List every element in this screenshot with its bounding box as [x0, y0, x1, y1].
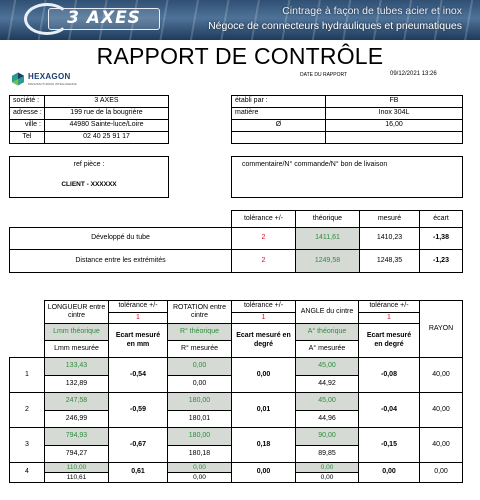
detail-rot-theo: 180,00	[167, 392, 232, 411]
detail-header-tol-value: 1	[231, 312, 296, 324]
comment-box	[231, 156, 463, 198]
detail-rot-theo: 0,00	[167, 357, 232, 376]
detail-angle-theo: 0,00	[295, 462, 359, 473]
detail-header-angle-meas: A° mesurée	[295, 340, 359, 358]
summary-header: théorique	[295, 210, 360, 228]
company-logo	[24, 3, 162, 35]
detail-angle-dev: 0,00	[358, 462, 420, 483]
info-value: 3 AXES	[44, 95, 169, 108]
summary-row-label: Développé du tube	[9, 227, 232, 250]
summary-measured: 1248,35	[359, 249, 420, 273]
detail-length-theo: 110,00	[44, 462, 109, 473]
detail-header-angle: ANGLE du cintre	[295, 300, 359, 324]
info-label: matière	[231, 107, 326, 120]
detail-header-tol-value: 1	[358, 312, 420, 324]
detail-row-number: 3	[9, 427, 45, 463]
hexagon-tagline: MANUFACTURING INTELLIGENCE	[28, 82, 77, 86]
banner-tagline-2: Négoce de connecteurs hydrauliques et pneumatiques	[208, 20, 462, 32]
logo-text: 3 AXES	[48, 8, 160, 30]
detail-length-dev: 0,61	[108, 462, 168, 483]
detail-header-angle-theo: A° théorique	[295, 323, 359, 341]
detail-rot-meas: 0,00	[167, 472, 232, 483]
detail-header-rot-meas: R° mesurée	[167, 340, 232, 358]
detail-header-rotation: ROTATION entre cintre	[167, 300, 232, 324]
detail-header-tol: tolérance +/-	[358, 300, 420, 313]
detail-radius: 40,00	[419, 357, 463, 393]
summary-theoretical: 1411,61	[295, 227, 360, 250]
detail-length-theo: 247,58	[44, 392, 109, 411]
detail-header-length-meas: Lmm mesurée	[44, 340, 109, 358]
detail-header-rot-theo: R° théorique	[167, 323, 232, 341]
detail-angle-meas: 44,92	[295, 375, 359, 393]
detail-length-meas: 110,61	[44, 472, 109, 483]
detail-angle-meas: 0,00	[295, 472, 359, 483]
detail-angle-theo: 45,00	[295, 392, 359, 411]
summary-row-label: Distance entre les extrémités	[9, 249, 232, 273]
detail-header-tol: tolérance +/-	[231, 300, 296, 313]
detail-header-ecart-mm: Ecart mesuré en mm	[108, 323, 168, 358]
summary-deviation: -1,38	[419, 227, 463, 250]
info-label: adresse :	[9, 107, 45, 120]
detail-angle-theo: 45,00	[295, 357, 359, 376]
info-value: 16,00	[325, 119, 463, 132]
info-label: société :	[9, 95, 45, 108]
detail-rot-theo: 180,00	[167, 427, 232, 446]
detail-row-number: 1	[9, 357, 45, 393]
detail-length-theo: 133,43	[44, 357, 109, 376]
comment-label: commentaire/N° commande/N° bon de livaison	[242, 161, 388, 168]
detail-rot-dev: 0,01	[231, 392, 296, 428]
detail-rot-theo: 0,00	[167, 462, 232, 473]
detail-angle-dev: -0,08	[358, 357, 420, 393]
summary-header-empty	[9, 210, 232, 228]
hexagon-icon	[11, 72, 25, 86]
detail-header-tol-value: 1	[108, 312, 168, 324]
detail-angle-dev: -0,15	[358, 427, 420, 463]
hexagon-logo	[11, 71, 91, 89]
banner-tagline-1: Cintrage à façon de tubes acier et inox	[282, 5, 462, 17]
detail-radius: 40,00	[419, 427, 463, 463]
detail-rot-dev: 0,18	[231, 427, 296, 463]
detail-angle-theo: 90,00	[295, 427, 359, 446]
detail-length-dev: -0,67	[108, 427, 168, 463]
report-date-value: 09/12/2021 13:26	[390, 71, 437, 77]
detail-length-dev: -0,54	[108, 357, 168, 393]
detail-radius: 0,00	[419, 462, 463, 483]
ref-piece-value: CLIENT - XXXXXX	[61, 181, 117, 188]
info-value: 199 rue de la bougrière	[44, 107, 169, 120]
page-title: RAPPORT DE CONTRÔLE	[96, 43, 384, 69]
summary-header: mesuré	[359, 210, 420, 228]
summary-measured: 1410,23	[359, 227, 420, 250]
detail-header-tol: tolérance +/-	[108, 300, 168, 313]
detail-length-theo: 794,93	[44, 427, 109, 446]
ref-piece-label: ref pièce :	[73, 161, 105, 168]
detail-length-meas: 246,99	[44, 410, 109, 428]
detail-header-ecart-deg: Ecart mesuré en degré	[231, 323, 296, 358]
detail-angle-meas: 44,96	[295, 410, 359, 428]
detail-length-meas: 794,27	[44, 445, 109, 463]
info-value: Inox 304L	[325, 107, 463, 120]
report-date-label: DATE DU RAPPORT	[300, 72, 348, 78]
detail-rot-dev: 0,00	[231, 357, 296, 393]
summary-deviation: -1,23	[419, 249, 463, 273]
info-value: 44980 Sainte-luce/Loire	[44, 119, 169, 132]
detail-rot-meas: 180,01	[167, 410, 232, 428]
detail-rot-dev: 0,00	[231, 462, 296, 483]
detail-length-dev: -0,59	[108, 392, 168, 428]
detail-header-radius: RAYON	[419, 300, 463, 358]
detail-angle-dev: -0,04	[358, 392, 420, 428]
summary-header: écart	[419, 210, 463, 228]
info-label: Tel	[9, 131, 45, 144]
info-value: FB	[325, 95, 463, 108]
detail-row-number: 2	[9, 392, 45, 428]
summary-tolerance: 2	[231, 227, 296, 250]
info-value: 02 40 25 91 17	[44, 131, 169, 144]
info-empty	[325, 131, 463, 144]
info-label: établi par :	[231, 95, 326, 108]
detail-angle-meas: 89,85	[295, 445, 359, 463]
detail-header-length-theo: Lmm théorique	[44, 323, 109, 341]
detail-rot-meas: 0,00	[167, 375, 232, 393]
detail-length-meas: 132,89	[44, 375, 109, 393]
summary-theoretical: 1249,58	[295, 249, 360, 273]
hexagon-name: HEXAGON	[28, 72, 71, 81]
info-empty	[231, 131, 326, 144]
detail-header-length: LONGUEUR entre cintre	[44, 300, 109, 324]
detail-row-number: 4	[9, 462, 45, 483]
detail-header-ecart-deg: Ecart mesuré en degré	[358, 323, 420, 358]
detail-rot-meas: 180,18	[167, 445, 232, 463]
header-banner	[0, 0, 480, 40]
info-label: ville :	[9, 119, 45, 132]
detail-radius: 40,00	[419, 392, 463, 428]
ref-piece-box	[9, 156, 169, 198]
summary-tolerance: 2	[231, 249, 296, 273]
info-label: Ø	[231, 119, 326, 132]
summary-header: tolérance +/-	[231, 210, 296, 228]
